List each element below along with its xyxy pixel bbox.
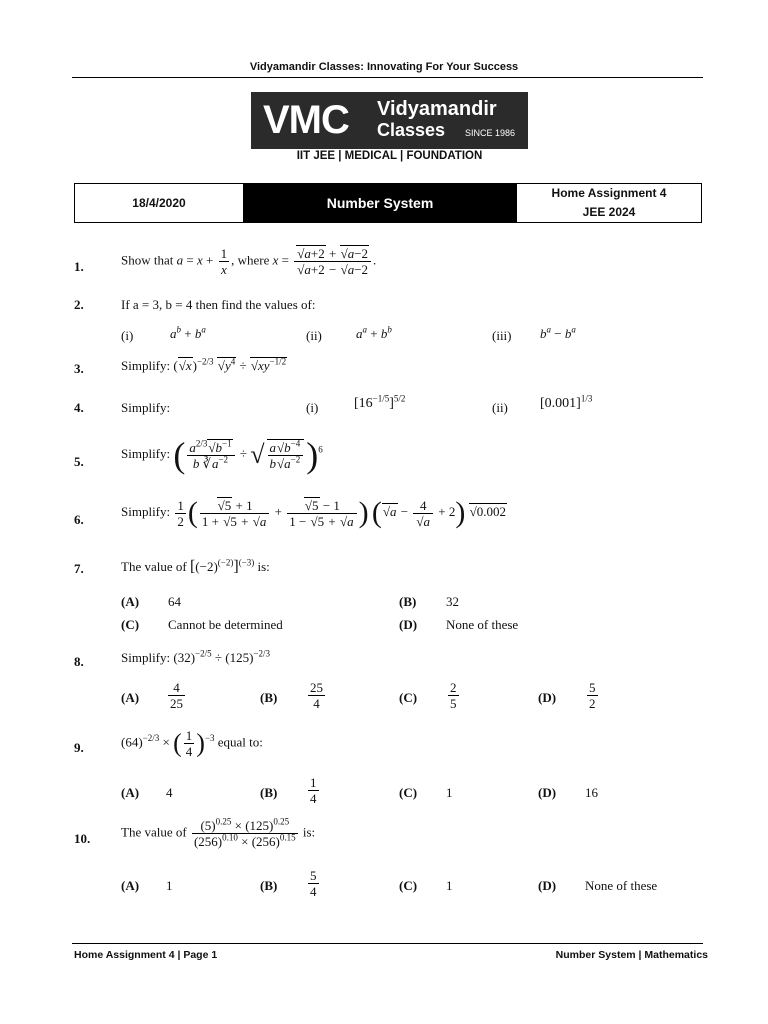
option-label: (A) [121,690,140,705]
question-text: $(64)^{-2/3}$ × ( $\frac{1}{4}$ )$^{-3}$ equal to: [121,728,263,759]
option-value: $\frac{5}{2}$ [589,680,596,711]
option-value: 1 [446,785,453,800]
question-number: 4. [74,400,84,415]
option-label: (C) [399,785,418,800]
question-number: 10. [74,831,91,846]
question-text: Simplify: $(√x)^{-2/3}$ $√y^4 \div √xy^{-1/2}$ [121,356,287,373]
option-label: (B) [260,785,278,800]
question-number: 9. [74,740,84,755]
option-value: 4 [166,785,173,800]
footer-right: Number System | Mathematics [555,949,708,961]
question-text: The value of $\frac{(5)^{0.25} \times (125)^{0.25}}{(256)^{0.10} \times (256)^{0.15}}$ is: [121,816,316,849]
option-label: (B) [399,594,417,609]
logo-tagline: IIT JEE | MEDICAL | FOUNDATION [296,150,483,162]
page-header-title: Vidyamandir Classes: Innovating For Your Success [249,61,519,73]
option-label: (i) [306,400,319,415]
info-assignment [516,184,701,222]
option-value: 16 [585,785,598,800]
option-value: $a^b + b^a$ [170,324,206,341]
option-value: $\frac{2}{5}$ [450,680,457,711]
option-value: Cannot be determined [168,617,283,632]
option-value: $\frac{5}{4}$ [310,868,317,899]
header-divider [72,77,703,78]
option-value: $\frac{1}{4}$ [310,775,317,806]
question-text: The value of $[(-2)^{(-2)}]^{(-3)}$ is: [121,557,270,575]
logo-mark: VMC [263,98,349,142]
question-number: 3. [74,361,84,376]
question-number: 1. [74,259,84,274]
question-number: 6. [74,512,84,527]
question-number: 5. [74,454,84,469]
option-value: $[0.001]^{1/3}$ [540,393,593,411]
option-value: $[16^{-1/5}]^{5/2}$ [354,393,406,411]
option-value: $\frac{4}{25}$ [170,680,183,711]
option-label: (A) [121,878,140,893]
option-value: $\frac{25}{4}$ [310,680,323,711]
assignment-name: Home Assignment 4 [551,186,667,200]
footer-divider [72,943,703,944]
option-label: (B) [260,878,278,893]
logo-line1: Vidyamandir [377,98,497,120]
question-text: Simplify: ( $\frac{a^{2/3}√b^{-1}}{b ∛a^{-2}}$ ÷ √ $\frac{a√b^{-4}}{b√a^{-2}}$ )$^6$ [121,435,323,475]
info-date: 18/4/2020 [75,184,244,222]
footer-left: Home Assignment 4 | Page 1 [74,949,218,961]
option-label: (A) [121,785,140,800]
option-label: (C) [399,690,418,705]
option-value: 1 [166,878,173,893]
question-text: Show that a = x + $\frac{1}{x}$ , where x = $\frac{√a+2 + √a-2}{√a+2 - √a-2}$ . [121,246,377,277]
option-value: $a^a + b^b$ [356,324,392,341]
question-text: If a = 3, b = 4 then find the values of: [121,297,316,312]
vmc-logo [251,92,528,149]
option-label: (ii) [306,328,322,343]
option-label: (iii) [492,328,512,343]
option-label: (D) [538,785,557,800]
option-value: None of these [446,617,519,632]
option-label: (B) [260,690,278,705]
question-number: 2. [74,297,84,312]
info-topic: Number System [244,184,516,222]
option-value: 1 [446,878,453,893]
info-box [74,183,702,223]
option-label: (C) [121,617,140,632]
option-label: (ii) [492,400,508,415]
option-label: (D) [538,690,557,705]
logo-line2: Classes [377,120,446,140]
question-text: Simplify: $(32)^{-2/5} \div (125)^{-2/3}$ [121,648,270,665]
option-label: (A) [121,594,140,609]
question-text: Simplify: [121,400,171,415]
option-label: (D) [538,878,557,893]
option-value: 32 [446,594,459,609]
option-value: 64 [168,594,181,609]
question-number: 7. [74,561,84,576]
option-value: $b^a - b^a$ [540,324,576,341]
logo-since: SINCE 1986 [465,128,516,138]
question-number: 8. [74,654,84,669]
option-label: (C) [399,878,418,893]
assignment-batch: JEE 2024 [582,205,636,219]
option-label: (D) [399,617,418,632]
option-label: (i) [121,328,134,343]
option-value: None of these [585,878,658,893]
question-text: Simplify: $\frac{1}{2}$ ( $\frac{√5 + 1}{1 + √5 + √a}$ + $\frac{√5 - 1}{1 - √5 + √a}$ ) (√a − $\frac{4}{√a}$ + 2) √0.002 [121,496,507,529]
